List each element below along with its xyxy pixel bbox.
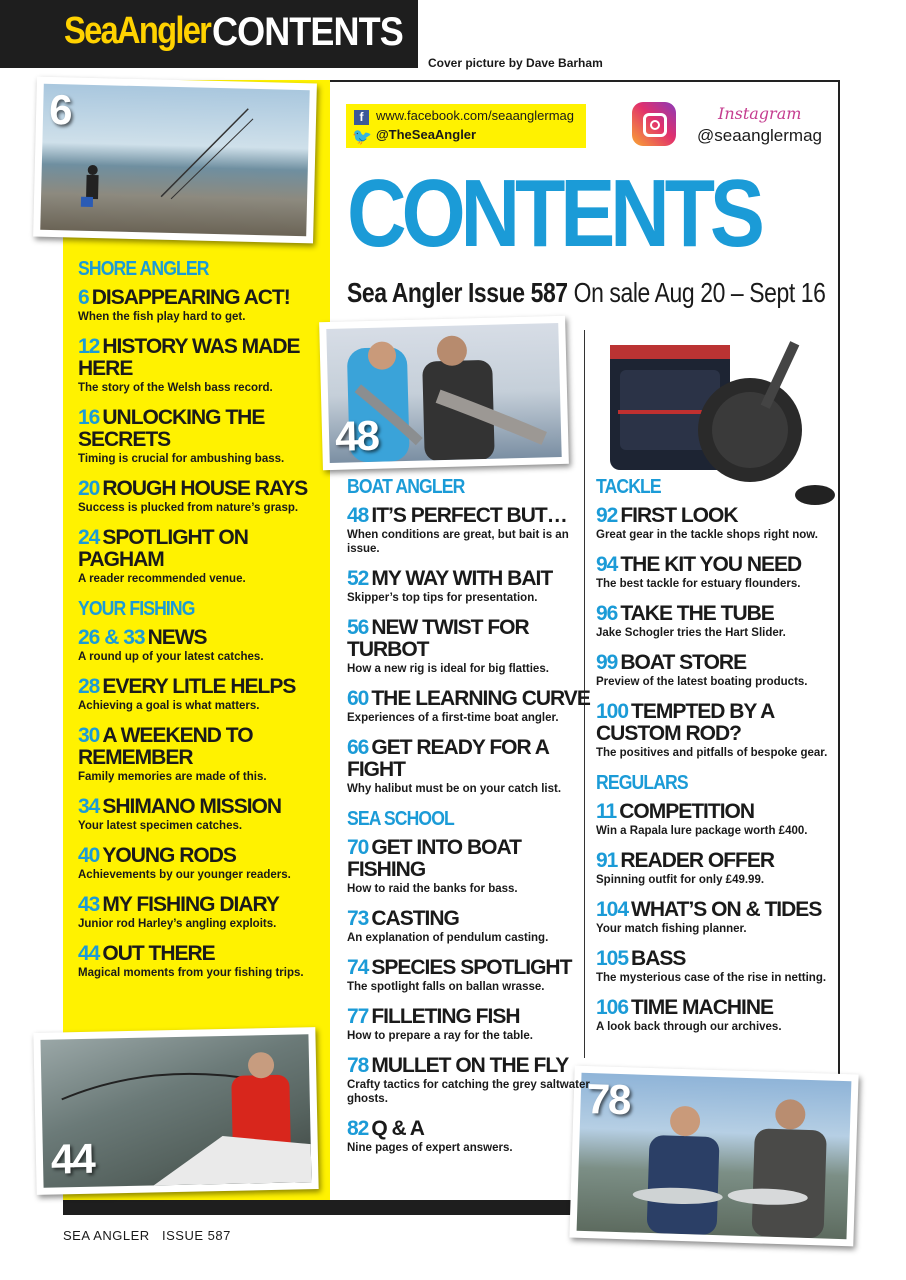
item-title-line <box>347 957 597 979</box>
contents-item[interactable] <box>596 997 846 1034</box>
item-title: SHIMANO MISSION <box>102 795 282 818</box>
page-number-badge: 78 <box>586 1074 631 1124</box>
item-description: The spotlight falls on ballan wrasse. <box>347 981 545 993</box>
section-shore-angler <box>78 258 328 586</box>
page-number: 92 <box>596 504 618 527</box>
item-title: FIRST LOOK <box>620 504 738 527</box>
item-description: Great gear in the tackle shops right now. <box>596 529 818 541</box>
page-number: 77 <box>347 1005 369 1028</box>
page-number: 70 <box>347 836 369 859</box>
item-title: Q & A <box>371 1117 424 1140</box>
item-title: DISAPPEARING ACT! <box>91 286 290 309</box>
section-heading: BOAT ANGLER <box>347 476 465 498</box>
item-title-line <box>78 943 328 965</box>
item-description: The positives and pitfalls of bespoke gear. <box>596 747 828 759</box>
item-title-line <box>347 568 597 590</box>
item-title-line <box>78 894 328 916</box>
issue-line <box>347 277 826 309</box>
page-number: 40 <box>78 844 100 867</box>
contents-item[interactable] <box>596 801 846 838</box>
page-number: 78 <box>347 1054 369 1077</box>
item-title-line <box>78 527 328 571</box>
item-title-line <box>78 845 328 867</box>
item-title-line <box>596 997 846 1019</box>
item-description: Your match fishing planner. <box>596 923 747 935</box>
item-title: ROUGH HOUSE RAYS <box>102 477 308 500</box>
item-title: YOUNG RODS <box>102 844 236 867</box>
item-title: IT’S PERFECT BUT… <box>371 504 567 527</box>
item-description: Magical moments from your fishing trips. <box>78 967 304 979</box>
item-title-line <box>347 908 597 930</box>
item-title-line <box>347 688 597 710</box>
item-title: TEMPTED BY A CUSTOM ROD? <box>596 700 774 745</box>
page-number: 94 <box>596 553 618 576</box>
on-sale-dates: On sale Aug 20 – Sept 16 <box>573 277 826 308</box>
item-title: NEW TWIST FOR TURBOT <box>347 616 529 661</box>
section-heading: REGULARS <box>596 772 688 794</box>
page-number-badge: 48 <box>334 411 379 460</box>
item-title: MY FISHING DIARY <box>102 893 279 916</box>
contents-item[interactable] <box>78 336 328 395</box>
contents-item[interactable] <box>78 478 328 515</box>
contents-item[interactable] <box>596 603 846 640</box>
item-description: Skipper’s top tips for presentation. <box>347 592 538 604</box>
page-number: 104 <box>596 898 629 921</box>
item-description: Crafty tactics for catching the grey saltwater ghosts. <box>347 1079 590 1105</box>
item-description: How a new rig is ideal for big flatties. <box>347 663 549 675</box>
page-number: 82 <box>347 1117 369 1140</box>
contents-item[interactable] <box>596 948 846 985</box>
section-heading: SHORE ANGLER <box>78 258 209 280</box>
instagram-icon <box>632 102 676 146</box>
footer-folio: SEA ANGLER ISSUE 587 <box>63 1228 231 1243</box>
page-number: 28 <box>78 675 100 698</box>
item-title: WHAT’S ON & TIDES <box>631 898 822 921</box>
twitter-icon: 🐦 <box>352 129 372 146</box>
item-description: A reader recommended venue. <box>78 573 246 585</box>
item-title: HISTORY WAS MADE HERE <box>78 335 300 380</box>
page-number: 12 <box>78 335 100 358</box>
contents-item[interactable] <box>78 894 328 931</box>
photo-shore-angler[interactable] <box>33 77 317 244</box>
contents-item[interactable] <box>78 725 328 784</box>
item-title-line <box>347 505 597 527</box>
page-number: 48 <box>347 504 369 527</box>
section-heading: YOUR FISHING <box>78 598 195 620</box>
section-sea-school <box>347 808 597 1155</box>
contents-item[interactable] <box>347 737 597 796</box>
item-description: A look back through our archives. <box>596 1021 782 1033</box>
item-description: How to prepare a ray for the table. <box>347 1030 533 1042</box>
page-number: 105 <box>596 947 629 970</box>
item-description: Why halibut must be on your catch list. <box>347 783 562 795</box>
item-description: The mysterious case of the rise in netting. <box>596 972 827 984</box>
contents-item[interactable] <box>78 845 328 882</box>
contents-item[interactable] <box>78 627 328 664</box>
section-boat-angler <box>347 476 597 796</box>
item-title: COMPETITION <box>619 800 755 823</box>
contents-item[interactable] <box>78 943 328 980</box>
page-number: 96 <box>596 602 618 625</box>
left-column <box>78 258 328 992</box>
item-title-line <box>347 1055 597 1077</box>
item-title: UNLOCKING THE SECRETS <box>78 406 265 451</box>
item-title: READER OFFER <box>620 849 775 872</box>
instagram-label: Instagram <box>718 104 802 123</box>
contents-item[interactable] <box>596 554 846 591</box>
item-title: FILLETING FISH <box>371 1005 520 1028</box>
contents-item[interactable] <box>347 505 597 556</box>
contents-item[interactable] <box>78 527 328 586</box>
photo-mullet[interactable] <box>569 1066 858 1247</box>
photo-out-there[interactable] <box>33 1027 318 1195</box>
photo-boat-angler[interactable] <box>319 316 569 470</box>
contents-item[interactable] <box>347 1118 597 1155</box>
page-number: 106 <box>596 996 629 1019</box>
item-title: BASS <box>631 947 686 970</box>
item-title-line <box>596 899 846 921</box>
page-number: 56 <box>347 616 369 639</box>
page-number: 16 <box>78 406 100 429</box>
item-title: THE KIT YOU NEED <box>620 553 802 576</box>
item-title: SPOTLIGHT ON PAGHAM <box>78 526 248 571</box>
item-description: Timing is crucial for ambushing bass. <box>78 453 285 465</box>
item-description: Spinning outfit for only £49.99. <box>596 874 765 886</box>
page-number: 74 <box>347 956 369 979</box>
page-number: 43 <box>78 893 100 916</box>
page-number: 26 & 33 <box>78 626 145 649</box>
contents-item[interactable] <box>78 407 328 466</box>
item-title: TAKE THE TUBE <box>620 602 774 625</box>
page-number: 30 <box>78 724 100 747</box>
item-title: CASTING <box>371 907 459 930</box>
contents-item[interactable] <box>347 908 597 945</box>
contents-item[interactable] <box>596 850 846 887</box>
page-number: 73 <box>347 907 369 930</box>
contents-item[interactable] <box>596 652 846 689</box>
contents-item[interactable] <box>596 899 846 936</box>
item-title: GET INTO BOAT FISHING <box>347 836 521 881</box>
right-column <box>596 476 846 1046</box>
contents-item[interactable] <box>78 796 328 833</box>
section-heading: SEA SCHOOL <box>347 808 454 830</box>
page-number: 11 <box>596 800 617 823</box>
header-title: CONTENTS <box>212 10 403 54</box>
issue-text: Sea Angler Issue 587 <box>347 277 568 308</box>
contents-item[interactable] <box>78 287 328 324</box>
section-regulars <box>596 772 846 1034</box>
contents-item[interactable] <box>596 505 846 542</box>
item-title-line <box>78 627 328 649</box>
item-description: Jake Schogler tries the Hart Slider. <box>596 627 786 639</box>
item-title-line <box>596 505 846 527</box>
contents-item[interactable] <box>347 1006 597 1043</box>
brand-logo: SeaAngler <box>64 10 211 52</box>
contents-item[interactable] <box>596 701 846 760</box>
item-title-line <box>347 737 597 781</box>
page-number: 44 <box>78 942 100 965</box>
middle-column <box>347 476 597 1167</box>
item-title: BOAT STORE <box>620 651 747 674</box>
item-title: SPECIES SPOTLIGHT <box>371 956 572 979</box>
item-title-line <box>78 478 328 500</box>
cover-credit: Cover picture by Dave Barham <box>428 56 603 70</box>
item-description: Success is plucked from nature’s grasp. <box>78 502 299 514</box>
twitter-link[interactable]: @TheSeaAngler <box>376 127 477 142</box>
item-title: GET READY FOR A FIGHT <box>347 736 549 781</box>
page-number-badge: 6 <box>48 85 72 134</box>
contents-item[interactable] <box>347 568 597 605</box>
item-title-line <box>596 801 846 823</box>
contents-item[interactable] <box>347 688 597 725</box>
facebook-icon: f <box>354 110 369 125</box>
item-description: A round up of your latest catches. <box>78 651 264 663</box>
item-title: NEWS <box>147 626 207 649</box>
facebook-link[interactable]: www.facebook.com/seaanglermag <box>376 108 574 123</box>
section-heading: TACKLE <box>596 476 661 498</box>
instagram-link[interactable]: @seaanglermag <box>697 126 822 145</box>
item-description: Your latest specimen catches. <box>78 820 243 832</box>
item-title-line <box>596 948 846 970</box>
item-title-line <box>347 617 597 661</box>
page-number: 99 <box>596 651 618 674</box>
item-description: Family memories are made of this. <box>78 771 267 783</box>
item-title-line <box>78 287 328 309</box>
section-your-fishing <box>78 598 328 980</box>
item-description: How to raid the banks for bass. <box>347 883 518 895</box>
page-number: 60 <box>347 687 369 710</box>
beach-scene-illustration <box>40 84 309 236</box>
item-title-line <box>78 407 328 451</box>
contents-item[interactable] <box>78 676 328 713</box>
page-number: 20 <box>78 477 100 500</box>
item-title-line <box>78 676 328 698</box>
item-description: The best tackle for estuary flounders. <box>596 578 801 590</box>
item-title: MULLET ON THE FLY <box>371 1054 569 1077</box>
page-number-badge: 44 <box>50 1134 95 1183</box>
page-number: 34 <box>78 795 100 818</box>
item-title: MY WAY WITH BAIT <box>371 567 553 590</box>
item-title: THE LEARNING CURVE <box>371 687 590 710</box>
page-title: CONTENTS <box>347 160 760 267</box>
section-tackle <box>596 476 846 760</box>
page-number: 66 <box>347 736 369 759</box>
item-title-line <box>78 336 328 380</box>
item-title-line <box>596 652 846 674</box>
contents-item[interactable] <box>347 617 597 676</box>
item-description: The story of the Welsh bass record. <box>78 382 273 394</box>
item-title: EVERY LITLE HELPS <box>102 675 296 698</box>
contents-item[interactable] <box>347 837 597 896</box>
page-number: 6 <box>78 286 89 309</box>
page-number: 100 <box>596 700 629 723</box>
contents-item[interactable] <box>347 1055 597 1106</box>
item-description: Win a Rapala lure package worth £400. <box>596 825 808 837</box>
item-description: An explanation of pendulum casting. <box>347 932 549 944</box>
item-description: Junior rod Harley’s angling exploits. <box>78 918 277 930</box>
page-number: 91 <box>596 849 618 872</box>
item-description: Achievements by our younger readers. <box>78 869 291 881</box>
item-description: When conditions are great, but bait is an issue. <box>347 529 569 555</box>
item-title-line <box>596 850 846 872</box>
item-description: Nine pages of expert answers. <box>347 1142 513 1154</box>
item-description: Experiences of a first-time boat angler. <box>347 712 559 724</box>
item-title-line <box>347 1006 597 1028</box>
page-number: 52 <box>347 567 369 590</box>
item-description: When the fish play hard to get. <box>78 311 246 323</box>
item-title-line <box>78 796 328 818</box>
item-title-line <box>347 837 597 881</box>
item-title: TIME MACHINE <box>631 996 774 1019</box>
item-title-line <box>596 554 846 576</box>
contents-item[interactable] <box>347 957 597 994</box>
item-title-line <box>347 1118 597 1140</box>
item-title: OUT THERE <box>102 942 215 965</box>
item-description: Preview of the latest boating products. <box>596 676 808 688</box>
page-number: 24 <box>78 526 100 549</box>
item-title-line <box>596 701 846 745</box>
item-title: A WEEKEND TO REMEMBER <box>78 724 253 769</box>
item-title-line <box>596 603 846 625</box>
item-description: Achieving a goal is what matters. <box>78 700 260 712</box>
item-title-line <box>78 725 328 769</box>
